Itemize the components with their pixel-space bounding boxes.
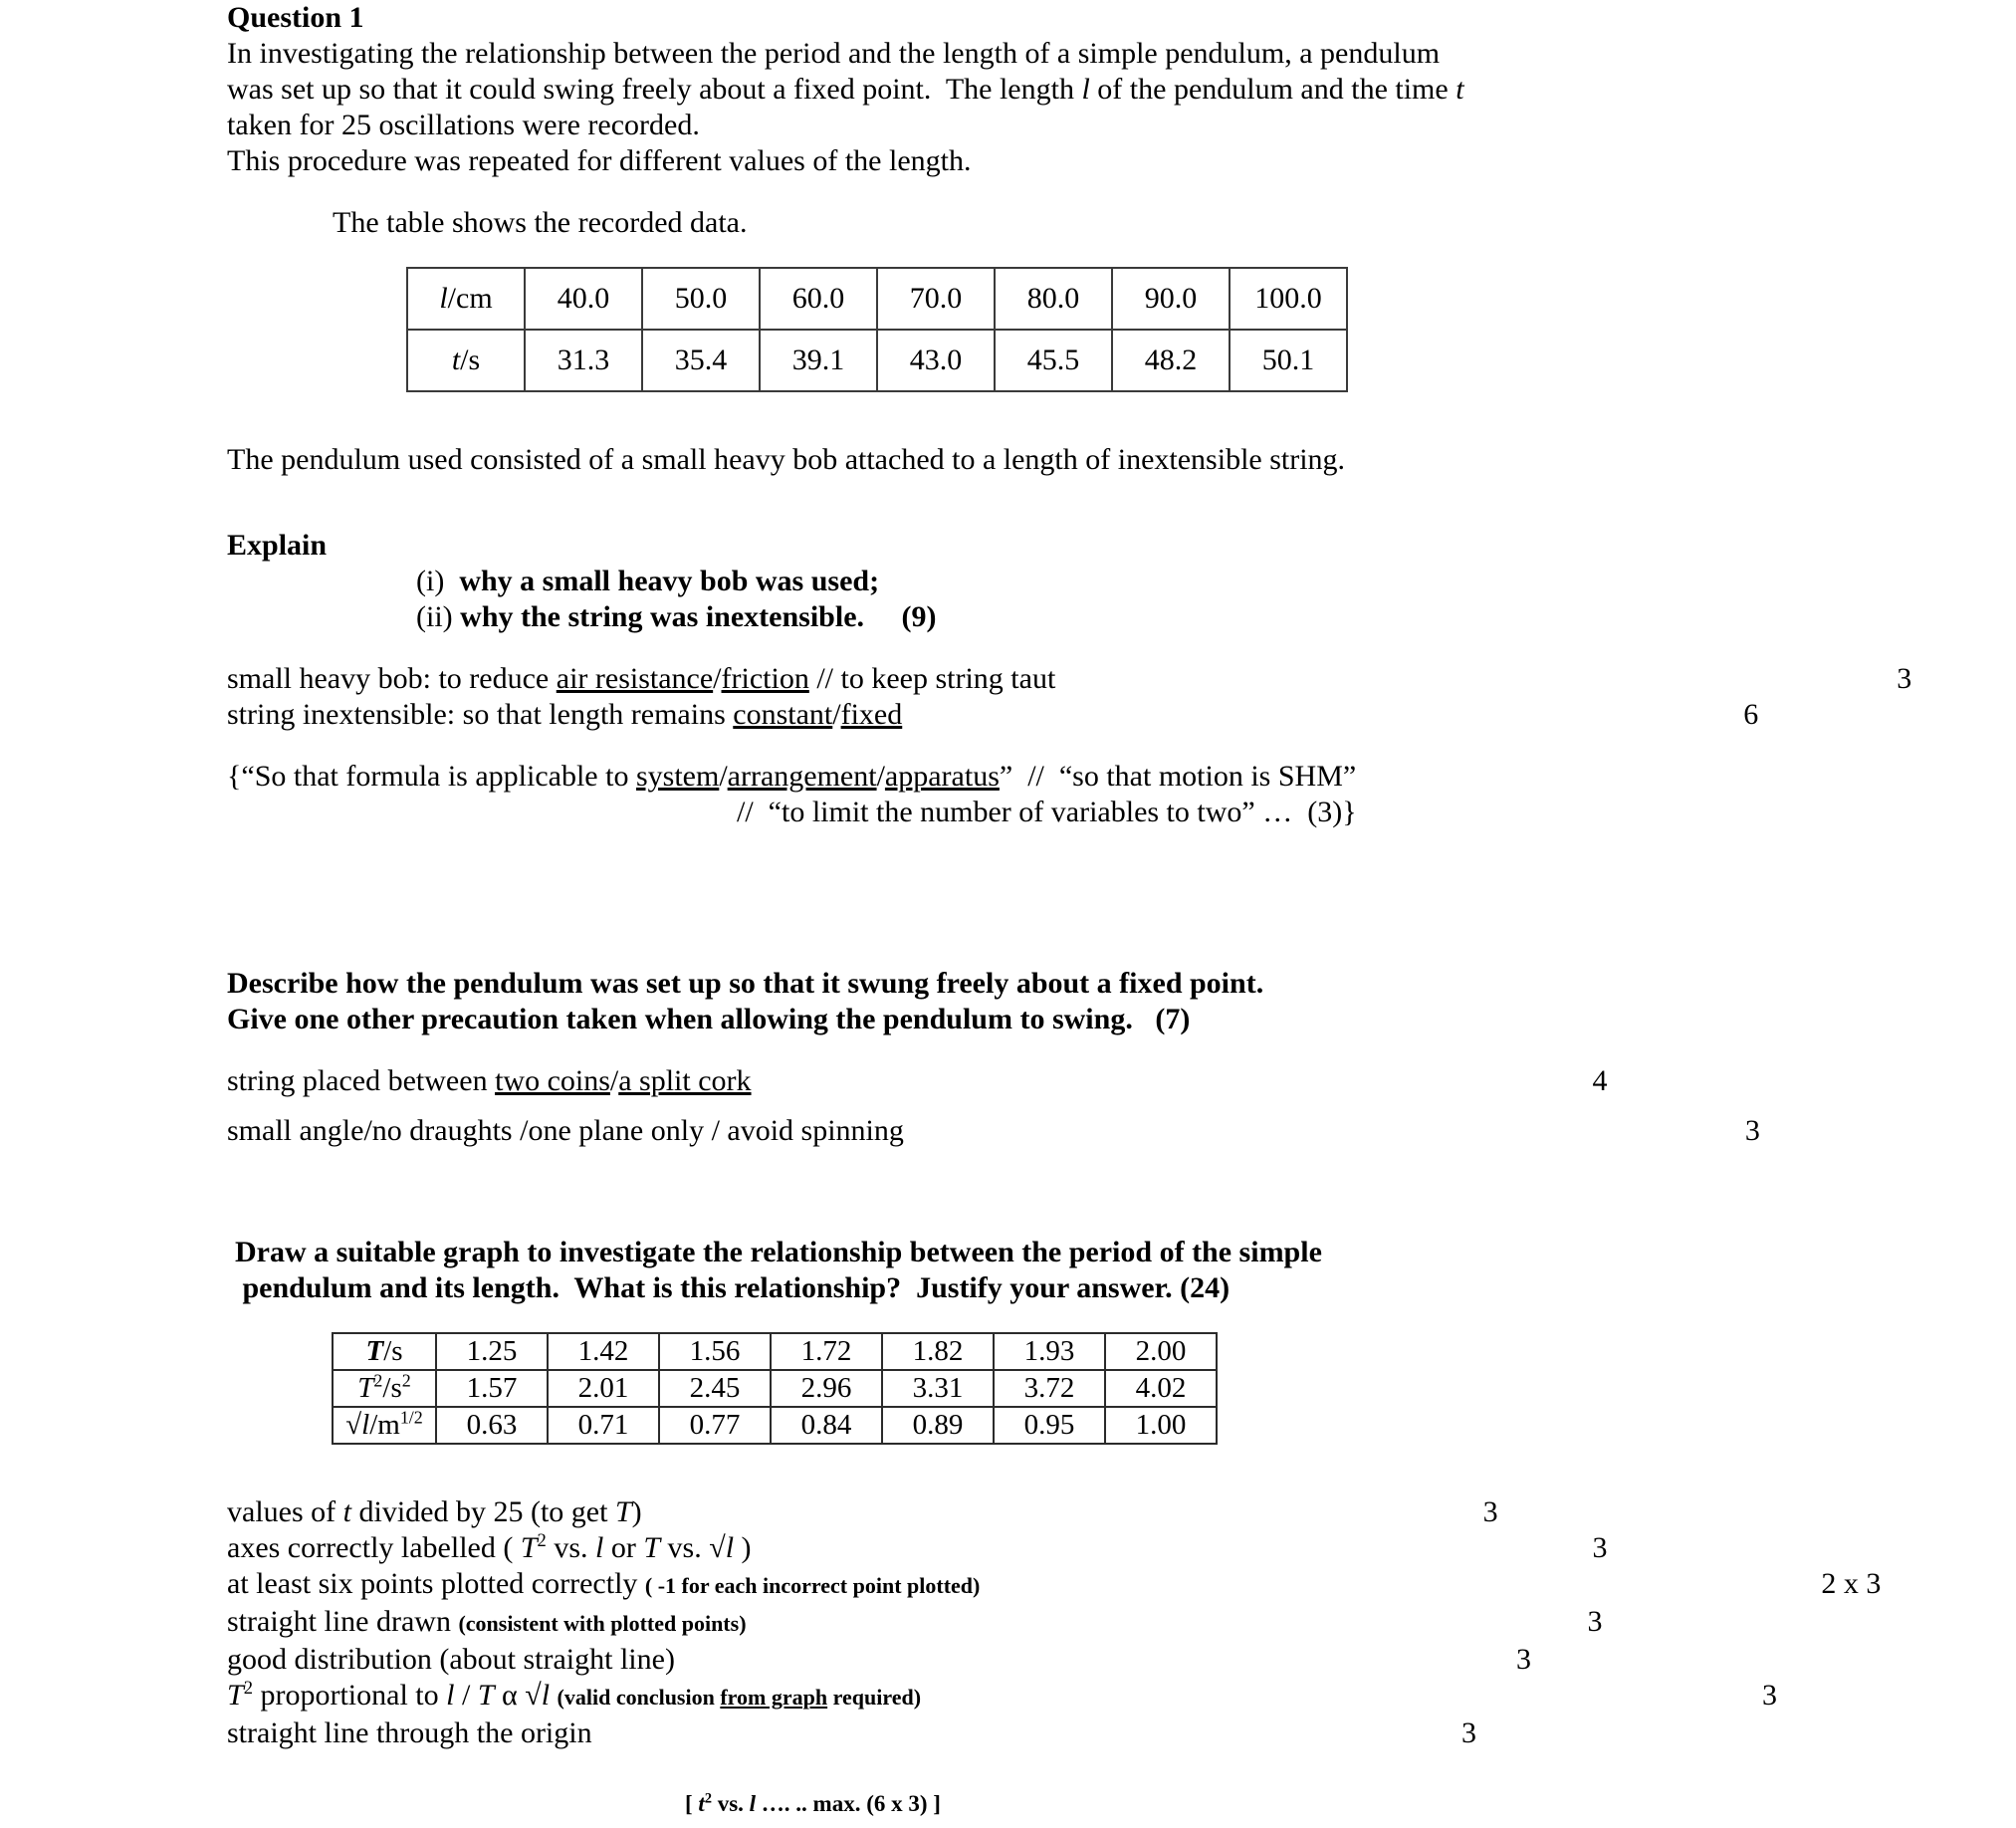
row-header-time: t/s — [407, 330, 525, 391]
cell-sqrtL-6: 1.00 — [1105, 1407, 1217, 1444]
answer-pre-coins: string placed between — [227, 1064, 496, 1097]
mark-value-coins: 4 — [1592, 1064, 1608, 1097]
describe-line-2-text: Give one other precaution taken when allowing the pendulum to swing. — [227, 1003, 1133, 1035]
mark-value-values-divided: 3 — [1482, 1495, 1498, 1528]
explain-item-ii-text: why the string was inextensible. — [460, 600, 865, 633]
draw-graph-line-2 — [227, 1270, 1581, 1306]
ms1-mid2: or — [603, 1531, 644, 1564]
marking-row-six-points — [227, 1566, 1882, 1604]
cell-T-3: 1.72 — [771, 1333, 882, 1370]
explain-item-i — [227, 564, 1581, 599]
row-header-length: l/cm — [407, 268, 525, 330]
cell-time-0: 31.3 — [525, 330, 642, 391]
ms0-i1: t — [342, 1495, 351, 1528]
answer-text-small-angle: small angle/no draughts /one plane only / avoid spinning — [227, 1114, 904, 1147]
mark-value-line-through-origin: 3 — [1461, 1716, 1476, 1749]
ms1-post: ) — [734, 1531, 752, 1564]
sep-string: / — [832, 698, 841, 731]
underline-arrangement: arrangement — [727, 760, 877, 793]
underline-system: system — [635, 760, 720, 793]
derived-data-table — [332, 1332, 1218, 1445]
ms5-sup1: 2 — [243, 1678, 253, 1699]
mark-value-string: 6 — [1743, 698, 1759, 731]
ms1-i1: T — [520, 1531, 538, 1564]
draw-graph-line-1: Draw a suitable graph to investigate the relationship between the period of the simple — [235, 1236, 1322, 1268]
answer-small-heavy-bob — [227, 661, 1912, 697]
symbol-t: t — [1456, 73, 1464, 106]
cell-time-3: 43.0 — [877, 330, 995, 391]
mark-value-axes-labelled: 3 — [1592, 1531, 1608, 1564]
cell-T2-0: 1.57 — [436, 1370, 548, 1407]
answer-small-angle — [227, 1113, 1760, 1149]
cell-T-4: 1.82 — [882, 1333, 994, 1370]
cell-time-4: 45.5 — [995, 330, 1112, 391]
answer-label-bob: small heavy bob: — [227, 662, 431, 695]
explain-item-i-text: why a small heavy bob was used; — [459, 565, 880, 597]
marking-row-t2-proportional — [227, 1678, 1778, 1715]
sep-coins: / — [609, 1064, 619, 1097]
describe-line-2 — [227, 1002, 1581, 1037]
table-caption: The table shows the recorded data. — [333, 206, 748, 239]
row-header-period-squared: $T^2/s^2$ — [333, 1370, 436, 1407]
brace-note-line-2: // “to limit the number of variables to two” … (3)} — [737, 796, 1357, 828]
cell-sqrtL-4: 0.89 — [882, 1407, 994, 1444]
footer-i1: t — [698, 1791, 705, 1816]
ms5-i1: T — [227, 1679, 244, 1712]
explain-label: Explain — [227, 529, 328, 562]
cell-T-5: 1.93 — [994, 1333, 1105, 1370]
cell-T-0: 1.25 — [436, 1333, 548, 1370]
underline-friction: friction — [721, 662, 809, 695]
brace-pre: {“So that formula is applicable to — [227, 760, 636, 793]
table-row — [407, 330, 1347, 391]
cell-T2-2: 2.45 — [659, 1370, 771, 1407]
cell-sqrtL-5: 0.95 — [994, 1407, 1105, 1444]
ms1-i3: T — [643, 1531, 661, 1564]
footer-i2: l — [749, 1791, 757, 1816]
ms5-i2: l — [446, 1679, 455, 1712]
answer-two-coins — [227, 1063, 1608, 1099]
mark-value-small-angle: 3 — [1744, 1114, 1760, 1147]
page-title: Question 1 — [227, 1, 364, 34]
ms5-note: (valid conclusion from graph required) — [557, 1685, 922, 1710]
marking-row-straight-line-drawn — [227, 1604, 1603, 1642]
brace-post: ” // “so that motion is SHM” — [999, 760, 1357, 793]
cell-time-2: 39.1 — [760, 330, 877, 391]
answer-string-inextensible — [227, 697, 1759, 733]
row-header-sqrt-length: $√l/m^{1/2}$ — [333, 1407, 436, 1444]
ms2-pre: at least six points plotted correctly — [227, 1567, 638, 1600]
cell-length-0: 40.0 — [525, 268, 642, 330]
describe-marks: (7) — [1155, 1003, 1191, 1035]
cell-T2-6: 4.02 — [1105, 1370, 1217, 1407]
cell-length-6: 100.0 — [1230, 268, 1347, 330]
ms5-mid2: / — [454, 1679, 478, 1712]
explain-marks: (9) — [901, 600, 937, 633]
ms2-note: ( -1 for each incorrect point plotted) — [644, 1573, 981, 1598]
intro-line-3: taken for 25 oscillations were recorded. — [227, 109, 700, 141]
cell-sqrtL-1: 0.71 — [548, 1407, 659, 1444]
underline-fixed: fixed — [840, 698, 903, 731]
ms1-i4: l — [725, 1531, 735, 1564]
mark-value-good-distribution: 3 — [1515, 1643, 1531, 1676]
ms0-i2: T — [614, 1495, 632, 1528]
underline-constant: constant — [733, 698, 833, 731]
exam-paper-page — [227, 0, 1912, 1817]
table-row — [333, 1407, 1217, 1444]
ms0-mid: divided by 25 (to get — [350, 1495, 615, 1528]
underline-air-resistance: air resistance — [556, 662, 714, 695]
recorded-data-table — [406, 267, 1348, 392]
cell-T2-3: 2.96 — [771, 1370, 882, 1407]
pendulum-note: The pendulum used consisted of a small heavy bob attached to a length of inextensible string. — [227, 443, 1346, 476]
marking-row-values-divided — [227, 1494, 1581, 1530]
derived-data-table-wrapper — [227, 1332, 1581, 1445]
cell-sqrtL-2: 0.77 — [659, 1407, 771, 1444]
table-row — [333, 1333, 1217, 1370]
ms1-mid3: vs. √ — [660, 1531, 726, 1564]
mark-value-t2-proportional: 3 — [1762, 1679, 1778, 1712]
cell-T2-4: 3.31 — [882, 1370, 994, 1407]
cell-length-1: 50.0 — [642, 268, 760, 330]
cell-T2-1: 2.01 — [548, 1370, 659, 1407]
symbol-l: l — [1081, 73, 1090, 106]
ms5-mid: proportional to — [252, 1679, 447, 1712]
draw-graph-line-2-text: pendulum and its length. What is this relationship? Justify your answer. — [242, 1271, 1173, 1304]
cell-sqrtL-0: 0.63 — [436, 1407, 548, 1444]
cell-time-6: 50.1 — [1230, 330, 1347, 391]
cell-T-1: 1.42 — [548, 1333, 659, 1370]
ms5-mid3: α √ — [494, 1679, 542, 1712]
underline-two-coins: two coins — [495, 1064, 610, 1097]
ms1-sup1: 2 — [537, 1530, 547, 1551]
footer-tail: …. .. max. (6 x 3) ] — [756, 1791, 941, 1816]
ms0-post: ) — [631, 1495, 642, 1528]
marking-row-line-through-origin — [227, 1715, 1581, 1751]
explain-item-i-marker: (i) — [416, 565, 445, 597]
ms3-pre: straight line drawn — [227, 1605, 451, 1638]
ms5-i3: T — [477, 1679, 495, 1712]
footer-note — [227, 1791, 1581, 1817]
brace-sep-1: / — [719, 760, 728, 793]
answer-pre-bob: to reduce — [438, 662, 557, 695]
answer-label-string: string inextensible: — [227, 698, 456, 731]
cell-length-4: 80.0 — [995, 268, 1112, 330]
cell-length-2: 60.0 — [760, 268, 877, 330]
ms3-note: (consistent with plotted points) — [458, 1611, 747, 1636]
footer-pre: [ — [685, 1791, 699, 1816]
mark-value-bob: 3 — [1897, 662, 1912, 695]
describe-line-1: Describe how the pendulum was set up so that it swung freely about a fixed point. — [227, 967, 1264, 1000]
explain-item-ii — [227, 599, 1581, 635]
ms1-mid: vs. — [546, 1531, 596, 1564]
mark-value-straight-line-drawn: 3 — [1587, 1605, 1603, 1638]
intro-line-1: In investigating the relationship between the period and the length of a simple pendulum, a pendulum — [227, 37, 1441, 70]
cell-T2-5: 3.72 — [994, 1370, 1105, 1407]
ms5-i4: l — [541, 1679, 551, 1712]
mark-value-six-points: 2 x 3 — [1821, 1567, 1882, 1600]
cell-time-1: 35.4 — [642, 330, 760, 391]
draw-graph-marks: (24) — [1180, 1271, 1231, 1304]
underline-split-cork: a split cork — [618, 1064, 752, 1097]
underline-from-graph: from graph — [720, 1685, 828, 1710]
answer-pre-string: so that length remains — [462, 698, 734, 731]
recorded-data-table-wrapper — [227, 267, 1581, 392]
table-row — [407, 268, 1347, 330]
brace-note-line-1 — [227, 759, 1581, 795]
intro-line-2: was set up so that it could swing freely about a fixed point. The length l of the pendulum and the time t — [227, 73, 1464, 106]
explain-item-ii-marker: (ii) — [416, 600, 453, 633]
cell-T-2: 1.56 — [659, 1333, 771, 1370]
marking-row-good-distribution — [227, 1642, 1581, 1678]
cell-T-6: 2.00 — [1105, 1333, 1217, 1370]
ms1-pre: axes correctly labelled ( — [227, 1531, 521, 1564]
ms0-pre: values of — [227, 1495, 343, 1528]
cell-length-5: 90.0 — [1112, 268, 1230, 330]
marking-row-axes-labelled — [227, 1530, 1608, 1566]
ms1-i2: l — [595, 1531, 604, 1564]
sep-bob: / — [713, 662, 722, 695]
row-header-period: T/s — [333, 1333, 436, 1370]
cell-sqrtL-3: 0.84 — [771, 1407, 882, 1444]
cell-time-5: 48.2 — [1112, 330, 1230, 391]
intro-line-4: This procedure was repeated for different values of the length. — [227, 144, 972, 177]
ms4-pre: good distribution (about straight line) — [227, 1643, 675, 1676]
brace-sep-2: / — [876, 760, 885, 793]
cell-length-3: 70.0 — [877, 268, 995, 330]
footer-post: vs. — [711, 1791, 750, 1816]
answer-post-bob: // to keep string taut — [808, 662, 1056, 695]
ms6-pre: straight line through the origin — [227, 1716, 592, 1749]
underline-apparatus: apparatus — [884, 760, 1000, 793]
footer-sup1: 2 — [704, 1790, 712, 1807]
table-row — [333, 1370, 1217, 1407]
